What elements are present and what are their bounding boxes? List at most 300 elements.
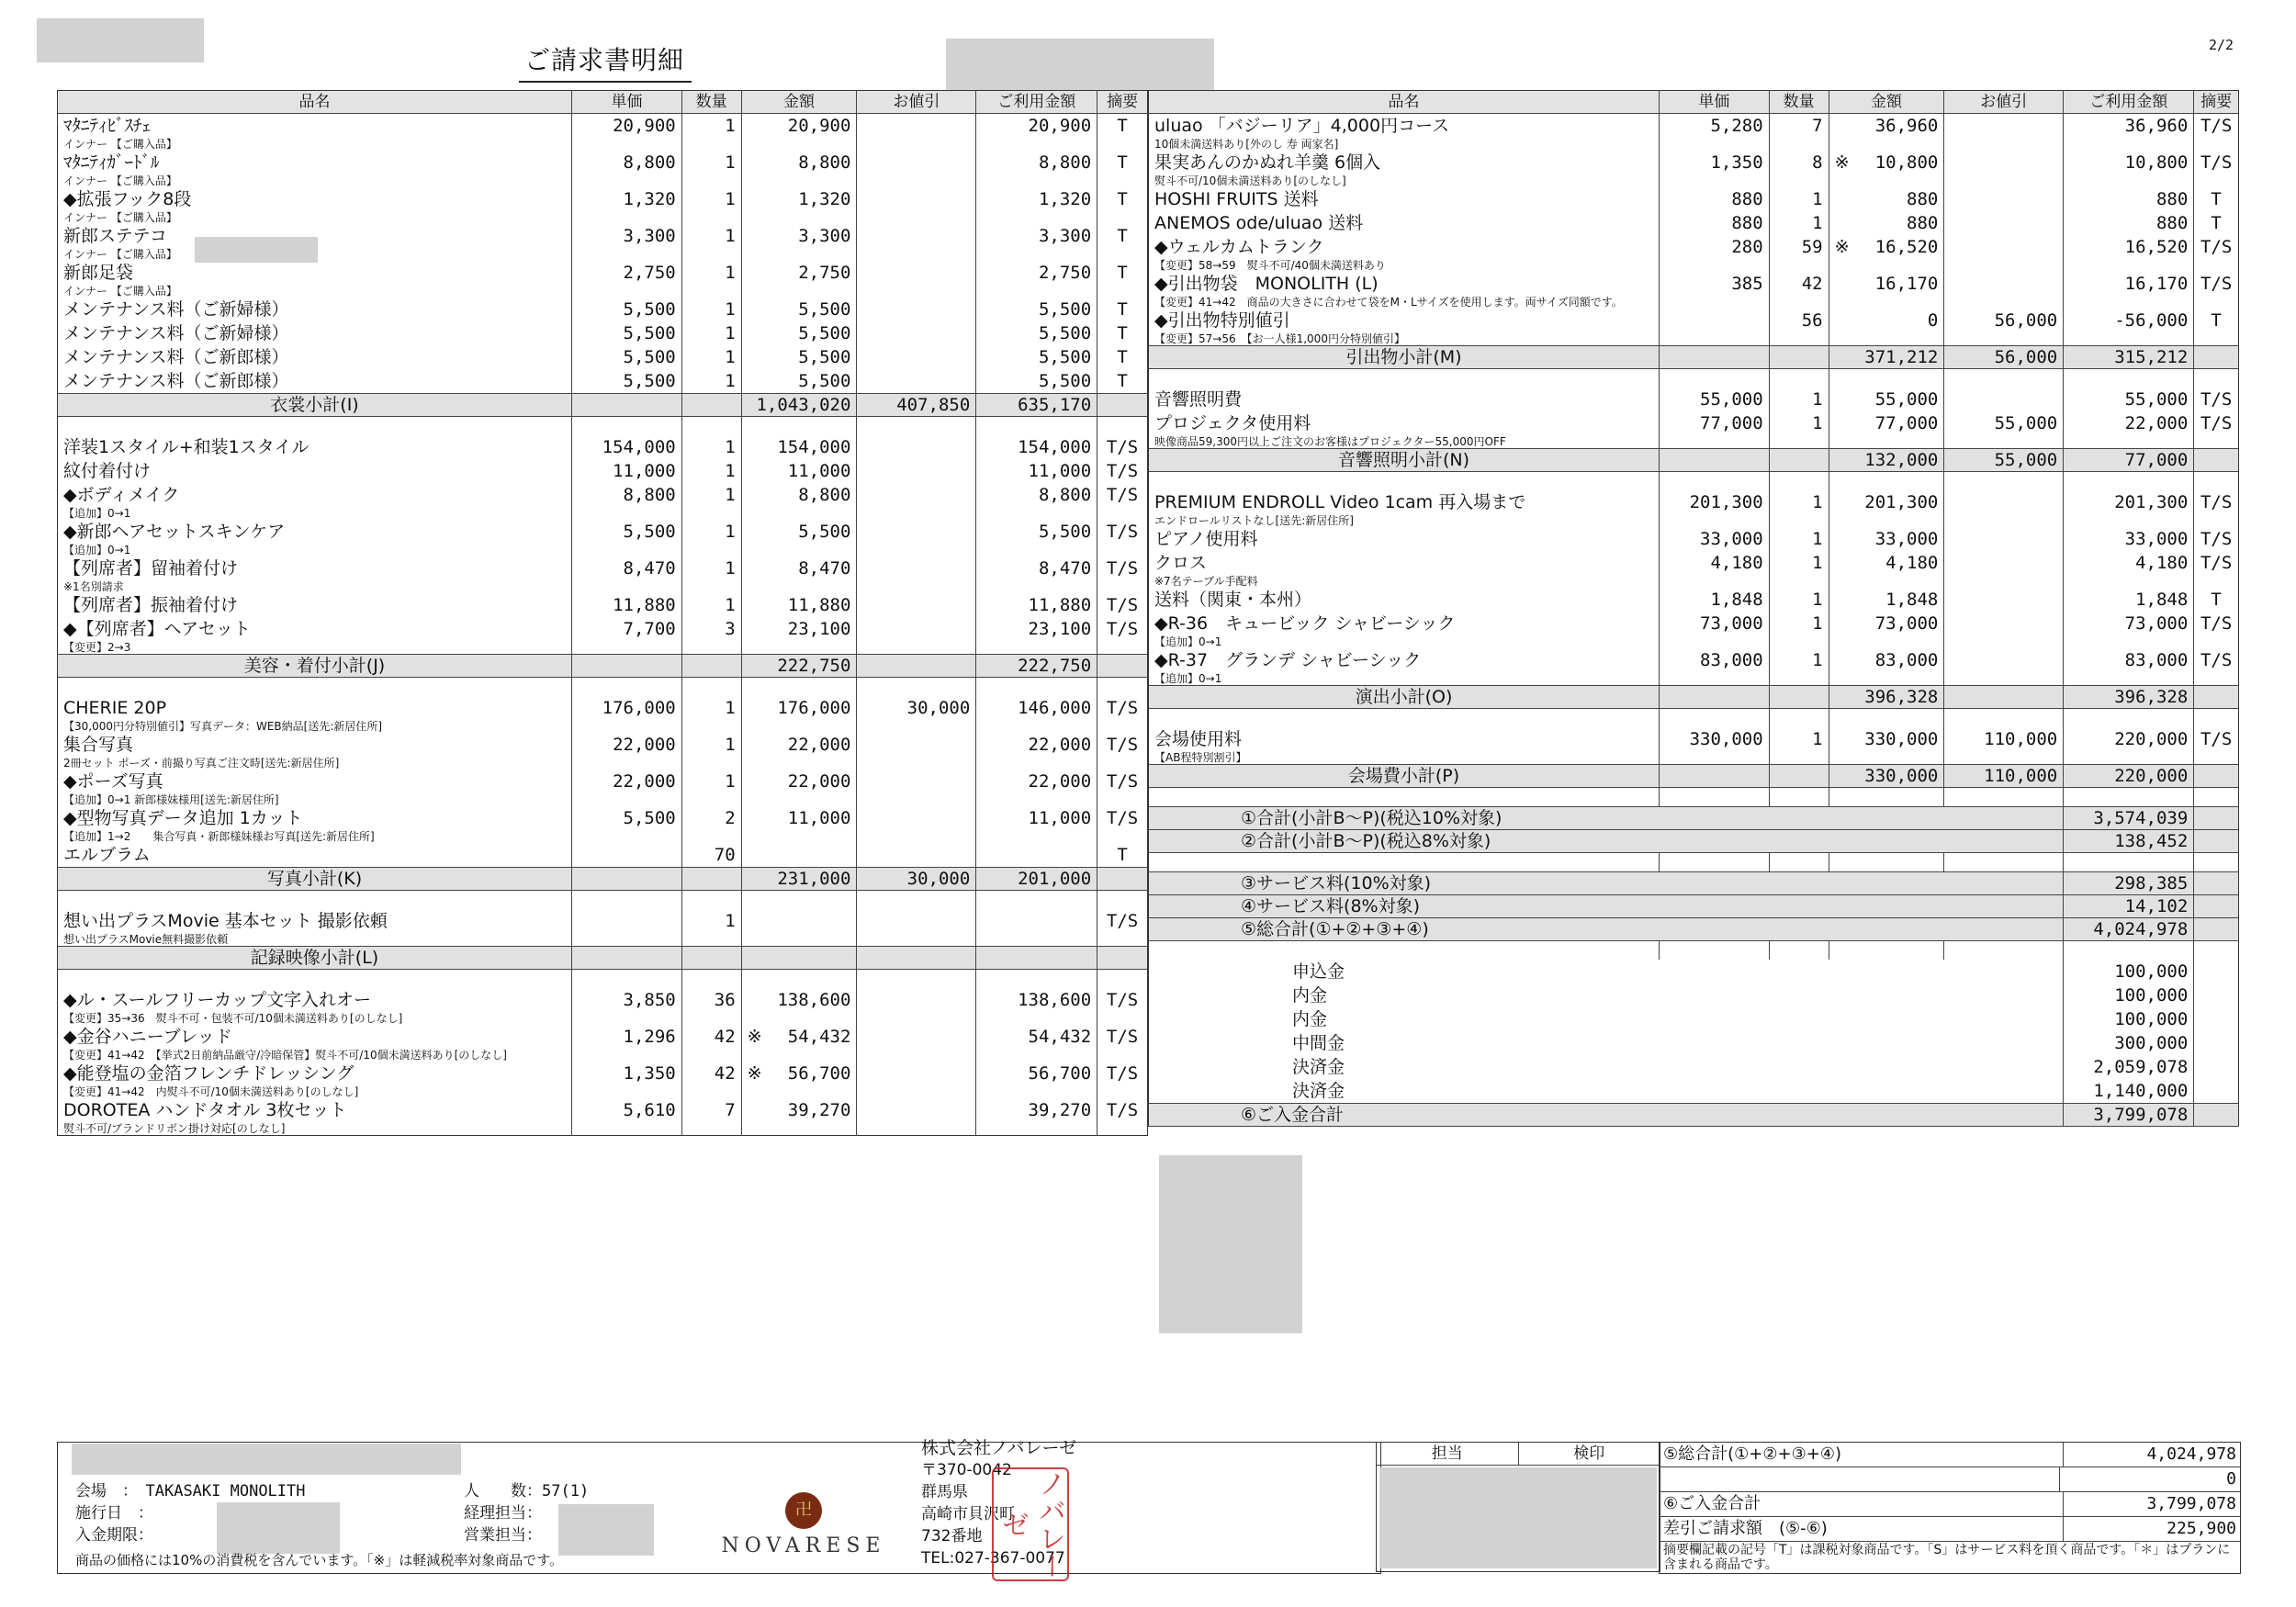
item-amount xyxy=(741,321,857,345)
item-amount xyxy=(741,520,857,544)
table-row xyxy=(58,988,1148,1012)
subtotal-label: 記録映像小計(L) xyxy=(58,947,572,970)
table-row xyxy=(58,806,1148,830)
bill-value: 225,900 xyxy=(2167,1519,2236,1538)
item-amount xyxy=(1829,588,1944,612)
item-price: 1,848 xyxy=(1659,588,1769,612)
item-price: 880 xyxy=(1659,187,1769,211)
item-discount xyxy=(857,459,976,483)
item-amount xyxy=(741,114,857,139)
item-amount xyxy=(741,843,857,868)
payment-value: 1,140,000 xyxy=(2064,1079,2194,1104)
empty-cell xyxy=(681,641,741,655)
item-usage: 1,848 xyxy=(2064,588,2194,612)
table-row xyxy=(58,617,1148,641)
item-discount xyxy=(857,556,976,580)
item-note: T/S xyxy=(1097,617,1148,641)
empty-cell xyxy=(1829,575,1944,588)
empty-cell xyxy=(2194,1104,2239,1127)
item-note: T xyxy=(1097,321,1148,345)
empty-cell xyxy=(1829,672,1944,686)
empty-cell xyxy=(681,138,741,151)
empty-cell xyxy=(1944,751,2064,765)
total-row xyxy=(1149,830,2239,853)
empty-cell xyxy=(681,793,741,806)
item-price xyxy=(572,843,682,868)
item-usage: 16,520 xyxy=(2064,235,2194,259)
item-note: T xyxy=(1097,843,1148,868)
empty-cell xyxy=(741,544,857,556)
empty-cell xyxy=(1769,369,1829,388)
payment-label: 中間金 xyxy=(1292,1033,1345,1053)
item-note: T/S xyxy=(1097,1098,1148,1122)
item-price: 33,000 xyxy=(1659,527,1769,551)
empty-cell xyxy=(1659,332,1769,346)
table-row xyxy=(1149,272,2239,296)
empty-cell xyxy=(681,417,741,436)
subtotal-amount: 132,000 xyxy=(1829,449,1944,472)
item-note: T/S xyxy=(2194,235,2239,259)
item-name: ﾏﾀﾆﾃｨﾋﾞｽﾁｪ xyxy=(63,116,152,136)
item-usage xyxy=(976,843,1097,868)
item-subnote-row xyxy=(58,1049,1148,1062)
payment-total-row xyxy=(1149,1104,2239,1127)
item-amount xyxy=(741,593,857,617)
item-price: 280 xyxy=(1659,235,1769,259)
item-note: T xyxy=(1097,298,1148,321)
table-row xyxy=(1149,211,2239,235)
item-subnote: 【変更】58→59 熨斗不可/40個未満送料あり xyxy=(1154,259,1386,272)
subtotal-amount: 231,000 xyxy=(741,868,857,891)
paid-label: ⑥ご入金合計 xyxy=(1660,1492,2064,1516)
item-amount xyxy=(1829,648,1944,672)
item-usage: 22,000 xyxy=(976,733,1097,757)
empty-cell xyxy=(2194,941,2239,961)
item-price: 3,850 xyxy=(572,988,682,1012)
item-name: CHERIE 20P xyxy=(63,698,167,718)
item-qty: 70 xyxy=(681,843,741,868)
amount-value: 10,800 xyxy=(1874,152,1939,173)
empty-cell xyxy=(1659,435,1769,449)
empty-cell xyxy=(2064,296,2194,309)
empty-cell xyxy=(2194,514,2239,527)
item-note: T/S xyxy=(1097,593,1148,617)
empty-cell xyxy=(1097,580,1148,593)
subtotal-discount: 56,000 xyxy=(1944,346,2064,369)
item-name: ◆引出物袋 MONOLITH (L) xyxy=(1154,274,1379,294)
empty-cell xyxy=(857,970,976,989)
summary-label: ②合計(小計B～P)(税込8%対象) xyxy=(1149,830,2064,853)
item-usage: -56,000 xyxy=(2064,309,2194,332)
subtotal-row xyxy=(58,394,1148,417)
item-usage: 220,000 xyxy=(2064,727,2194,751)
empty-cell xyxy=(1097,830,1148,843)
amount-value: 23,100 xyxy=(787,619,851,639)
item-name: uluao 「バジーリア」4,000円コース xyxy=(1154,116,1450,136)
item-usage: 138,600 xyxy=(976,988,1097,1012)
payment-label: 内金 xyxy=(1292,1009,1328,1029)
empty-cell xyxy=(1659,686,1769,709)
item-usage: 36,960 xyxy=(2064,114,2194,139)
payment-value: 300,000 xyxy=(2064,1031,2194,1055)
summary-value: 298,385 xyxy=(2064,872,2194,895)
item-subnote: インナー 【ご購入品】 xyxy=(63,174,177,187)
empty-cell xyxy=(1829,332,1944,346)
empty-cell xyxy=(976,793,1097,806)
empty-cell xyxy=(2194,960,2239,983)
item-amount xyxy=(741,261,857,285)
empty-cell xyxy=(2064,709,2194,728)
amount-value: 8,800 xyxy=(798,485,851,505)
empty-cell xyxy=(681,174,741,187)
subtotal-discount xyxy=(857,655,976,678)
item-subnote: エンドロールリストなし[送先:新居住所] xyxy=(1154,514,1354,527)
redacted-block xyxy=(946,39,1214,92)
empty-cell xyxy=(1097,655,1148,678)
empty-cell xyxy=(976,507,1097,520)
item-subnote: インナー 【ご購入品】 xyxy=(63,138,177,151)
empty-cell xyxy=(976,830,1097,843)
item-note: T/S xyxy=(2194,490,2239,514)
people-label: 人 数 xyxy=(464,1482,526,1500)
item-subnote-row xyxy=(1149,138,2239,151)
amount-value: 22,000 xyxy=(787,735,851,755)
item-note: T/S xyxy=(1097,1062,1148,1085)
col-qty: 数量 xyxy=(1769,91,1829,114)
item-subnote-row xyxy=(58,641,1148,655)
item-note: T/S xyxy=(1097,770,1148,793)
item-usage: 5,500 xyxy=(976,298,1097,321)
empty-cell xyxy=(857,417,976,436)
col-name: 品名 xyxy=(1149,91,1660,114)
empty-cell xyxy=(1769,514,1829,527)
item-subnote-row xyxy=(58,544,1148,556)
empty-cell xyxy=(681,757,741,770)
subtotal-usage xyxy=(976,947,1097,970)
item-note: T/S xyxy=(2194,527,2239,551)
item-qty: 2 xyxy=(681,806,741,830)
item-amount xyxy=(1829,490,1944,514)
item-subnote-row xyxy=(58,830,1148,843)
col-amount: 金額 xyxy=(741,91,857,114)
item-usage: 5,500 xyxy=(976,369,1097,394)
empty-cell xyxy=(1659,449,1769,472)
item-amount xyxy=(741,187,857,211)
empty-cell xyxy=(1769,686,1829,709)
item-price xyxy=(1659,309,1769,332)
item-note: T/S xyxy=(2194,411,2239,435)
empty-cell xyxy=(572,394,682,417)
empty-cell xyxy=(58,678,572,697)
item-subnote-row xyxy=(1149,514,2239,527)
table-row xyxy=(1149,187,2239,211)
item-price: 2,750 xyxy=(572,261,682,285)
item-discount xyxy=(857,224,976,248)
item-name: ◆能登塩の金箔フレンチドレッシング xyxy=(63,1063,355,1084)
empty-cell xyxy=(1659,369,1769,388)
subtotal-discount: 407,850 xyxy=(857,394,976,417)
item-qty: 1 xyxy=(1769,727,1829,751)
item-name: ◆引出物特別値引 xyxy=(1154,310,1290,331)
table-row xyxy=(58,1098,1148,1122)
amount-value: 55,000 xyxy=(1874,389,1939,410)
empty-cell xyxy=(976,891,1097,910)
item-discount: 110,000 xyxy=(1944,727,2064,751)
item-subnote: 映像商品59,300円以上ご注文のお客様はプロジェクター55,000円OFF xyxy=(1154,435,1506,448)
summary-value: 3,574,039 xyxy=(2064,807,2194,830)
item-subnote: 2冊セット ポーズ・前撮り写真ご注文時[送先:新居住所] xyxy=(63,757,340,770)
empty-cell xyxy=(2194,807,2239,830)
empty-cell xyxy=(1769,346,1829,369)
item-amount xyxy=(741,369,857,394)
item-name: 音響照明費 xyxy=(1154,389,1243,410)
item-qty: 1 xyxy=(1769,527,1829,551)
empty-cell xyxy=(741,417,857,436)
item-qty: 1 xyxy=(681,369,741,394)
item-name: ANEMOS ode/uluao 送料 xyxy=(1154,213,1364,233)
empty-cell xyxy=(1829,635,1944,648)
item-subnote: 【変更】41→42 【挙式2日前納品厳守/冷暗保管】熨斗不可/10個未満送料あり[のしなし] xyxy=(63,1049,507,1062)
empty-cell xyxy=(741,285,857,298)
item-name: HOSHI FRUITS 送料 xyxy=(1154,189,1319,209)
empty-cell xyxy=(1097,868,1148,891)
item-usage: 55,000 xyxy=(2064,388,2194,411)
item-name: DOROTEA ハンドタオル 3枚セット xyxy=(63,1100,347,1120)
item-qty: 1 xyxy=(681,435,741,459)
item-note: T/S xyxy=(1097,909,1148,933)
item-qty: 1 xyxy=(681,556,741,580)
item-usage: 146,000 xyxy=(976,696,1097,720)
empty-cell xyxy=(572,507,682,520)
item-price: 5,500 xyxy=(572,321,682,345)
empty-cell xyxy=(681,285,741,298)
item-usage: 54,432 xyxy=(976,1025,1097,1049)
payment-label: 内金 xyxy=(1292,985,1328,1006)
venue-label: 会場 xyxy=(75,1482,107,1500)
empty-cell xyxy=(2194,174,2239,187)
item-discount xyxy=(1944,211,2064,235)
spacer-row xyxy=(1149,709,2239,728)
col-note: 摘要 xyxy=(1097,91,1148,114)
empty-cell xyxy=(1944,941,2064,961)
empty-cell xyxy=(857,248,976,261)
empty-cell xyxy=(572,580,682,593)
empty-cell xyxy=(2194,765,2239,788)
item-qty: 1 xyxy=(681,770,741,793)
item-qty: 1 xyxy=(681,593,741,617)
redacted-block xyxy=(1159,1155,1302,1333)
empty-cell xyxy=(1097,720,1148,733)
subtotal-row xyxy=(1149,449,2239,472)
amount-value: 5,500 xyxy=(798,522,851,542)
total-row xyxy=(1149,807,2239,830)
item-qty: 1 xyxy=(681,459,741,483)
empty-cell xyxy=(2194,751,2239,765)
empty-cell xyxy=(2194,369,2239,388)
table-row xyxy=(1149,309,2239,332)
empty-cell xyxy=(1944,472,2064,491)
summary-label: ③サービス料(10%対象) xyxy=(1149,872,2064,895)
item-subnote: 熨斗不可/ブランドリボン掛け対応[のしなし] xyxy=(63,1122,286,1135)
empty-cell xyxy=(1769,765,1829,788)
item-subnote-row xyxy=(1149,174,2239,187)
company-seal: ノバレーゼ xyxy=(992,1467,1069,1581)
redacted-block xyxy=(37,18,204,62)
empty-cell xyxy=(976,1085,1097,1098)
table-header xyxy=(1149,91,2239,114)
table-row xyxy=(58,556,1148,580)
item-subnote: ※7名テーブル手配料 xyxy=(1154,575,1258,588)
table-row xyxy=(58,187,1148,211)
table-row xyxy=(1149,151,2239,174)
item-usage: 22,000 xyxy=(2064,411,2194,435)
table-row xyxy=(58,345,1148,369)
empty-cell xyxy=(2194,1079,2239,1104)
item-qty: 3 xyxy=(681,617,741,641)
total-row xyxy=(1149,918,2239,941)
empty-cell xyxy=(1829,751,1944,765)
item-discount xyxy=(857,806,976,830)
company-addr2: 高崎市貝沢町 xyxy=(921,1505,1015,1523)
item-price: 8,470 xyxy=(572,556,682,580)
item-subnote: インナー 【ご購入品】 xyxy=(63,211,177,224)
item-subnote: ※1名別請求 xyxy=(63,580,124,593)
item-discount xyxy=(857,617,976,641)
item-discount xyxy=(1944,151,2064,174)
empty-cell xyxy=(2064,174,2194,187)
table-row xyxy=(58,696,1148,720)
empty-cell xyxy=(976,211,1097,224)
empty-cell xyxy=(681,720,741,733)
item-discount xyxy=(1944,588,2064,612)
reduced-tax-mark: ※ xyxy=(1834,152,1850,173)
item-discount xyxy=(857,435,976,459)
table-row xyxy=(58,483,1148,507)
empty-cell xyxy=(976,580,1097,593)
item-subnote-row xyxy=(58,757,1148,770)
item-subnote-row xyxy=(58,285,1148,298)
item-usage: 10,800 xyxy=(2064,151,2194,174)
empty-cell xyxy=(1659,788,1769,807)
empty-cell xyxy=(857,211,976,224)
empty-cell xyxy=(857,544,976,556)
item-price: 3,300 xyxy=(572,224,682,248)
item-discount xyxy=(857,151,976,174)
item-qty: 1 xyxy=(1769,187,1829,211)
amount-value: 176,000 xyxy=(777,698,851,718)
empty-cell xyxy=(1769,941,1829,961)
empty-cell xyxy=(2194,575,2239,588)
table-row xyxy=(1149,235,2239,259)
item-discount xyxy=(857,1098,976,1122)
empty-cell xyxy=(681,580,741,593)
staff-label: 担当 xyxy=(1377,1443,1519,1465)
amount-value: 56,700 xyxy=(787,1063,851,1084)
zero-value: 0 xyxy=(2226,1469,2236,1489)
billing-summary xyxy=(1659,1442,2241,1574)
item-price: 4,180 xyxy=(1659,551,1769,575)
col-discount: お値引 xyxy=(857,91,976,114)
item-subnote-row xyxy=(1149,296,2239,309)
item-note: T/S xyxy=(1097,1025,1148,1049)
empty-cell xyxy=(1829,259,1944,272)
item-usage: 20,900 xyxy=(976,114,1097,139)
empty-cell xyxy=(681,1012,741,1025)
item-note: T/S xyxy=(2194,114,2239,139)
item-discount xyxy=(1944,272,2064,296)
item-qty: 1 xyxy=(681,733,741,757)
empty-cell xyxy=(1659,751,1769,765)
item-name: 想い出プラスMovie 基本セット 撮影依頼 xyxy=(63,911,388,931)
item-discount xyxy=(1944,648,2064,672)
item-note: T xyxy=(2194,187,2239,211)
empty-cell xyxy=(2194,635,2239,648)
item-subnote: 10個未満送料あり[外のし 寿 両家名] xyxy=(1154,138,1339,151)
spacer-row xyxy=(58,678,1148,697)
col-qty: 数量 xyxy=(681,91,741,114)
item-discount xyxy=(857,909,976,933)
payment-row xyxy=(1149,1079,2239,1104)
item-amount xyxy=(741,483,857,507)
item-name: PREMIUM ENDROLL Video 1cam 再入場まで xyxy=(1154,492,1526,512)
empty-cell xyxy=(1097,757,1148,770)
table-row xyxy=(58,151,1148,174)
empty-cell xyxy=(572,138,682,151)
item-name: ◆ポーズ写真 xyxy=(63,771,163,792)
empty-cell xyxy=(2064,332,2194,346)
item-amount xyxy=(741,1098,857,1122)
empty-cell xyxy=(1097,285,1148,298)
empty-cell xyxy=(1149,853,1660,872)
empty-cell xyxy=(2194,332,2239,346)
item-note: T/S xyxy=(1097,556,1148,580)
item-amount xyxy=(741,909,857,933)
subtotal-usage: 220,000 xyxy=(2064,765,2194,788)
empty-cell xyxy=(741,507,857,520)
item-name: 紋付着付け xyxy=(63,461,152,481)
item-price: 11,880 xyxy=(572,593,682,617)
item-discount xyxy=(857,770,976,793)
venue-value: TAKASAKI MONOLITH xyxy=(145,1482,306,1500)
item-note: T/S xyxy=(2194,612,2239,635)
empty-cell xyxy=(976,641,1097,655)
item-price: 22,000 xyxy=(572,733,682,757)
empty-cell xyxy=(857,757,976,770)
item-name: 【列席者】振袖着付け xyxy=(63,595,239,615)
subtotal-row xyxy=(1149,686,2239,709)
subtotal-amount: 371,212 xyxy=(1829,346,1944,369)
summary-label: ④サービス料(8%対象) xyxy=(1149,895,2064,918)
empty-cell xyxy=(2194,830,2239,853)
legend-note: 摘要欄記載の記号「T」は課税対象商品です。「S」はサービス料を頂く商品です。「＊」はプランに含まれる商品です。 xyxy=(1663,1543,2231,1572)
empty-cell xyxy=(741,1122,857,1136)
summary-label: ①合計(小計B～P)(税込10%対象) xyxy=(1149,807,2064,830)
payment-row xyxy=(1149,1007,2239,1031)
item-discount xyxy=(857,345,976,369)
empty-cell xyxy=(741,1085,857,1098)
item-note: T/S xyxy=(2194,551,2239,575)
empty-cell xyxy=(572,174,682,187)
item-subnote: インナー 【ご購入品】 xyxy=(63,285,177,298)
item-qty: 1 xyxy=(681,483,741,507)
empty-cell xyxy=(1769,751,1829,765)
col-amount: 金額 xyxy=(1829,91,1944,114)
item-subnote-row xyxy=(58,507,1148,520)
item-amount xyxy=(1829,388,1944,411)
payment-value: 100,000 xyxy=(2064,960,2194,983)
item-subnote: 【変更】57→56 【お一人様1,000円分特別値引】 xyxy=(1154,332,1405,345)
item-name: メンテナンス料（ご新婦様） xyxy=(63,323,289,343)
